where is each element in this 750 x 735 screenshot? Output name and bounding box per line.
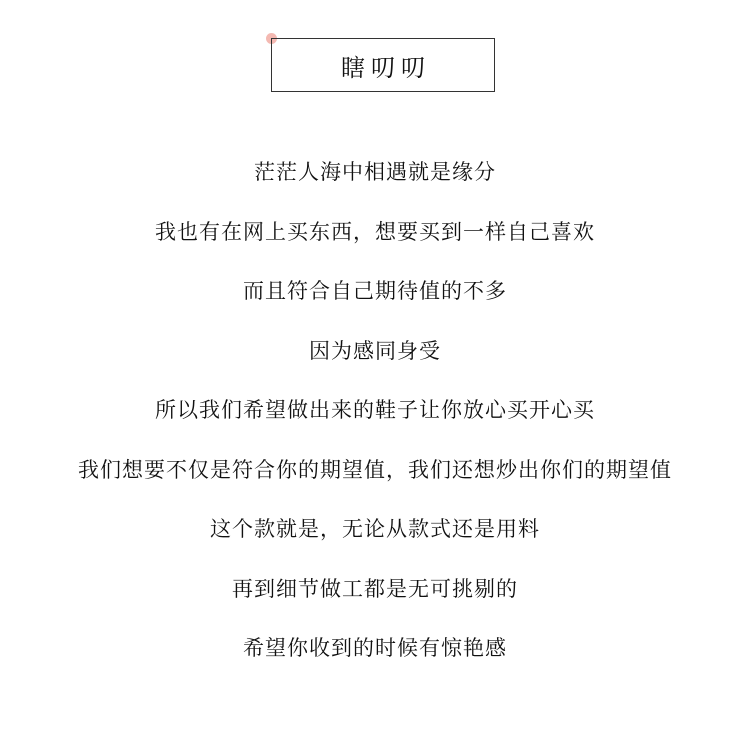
text-line-8: 再到细节做工都是无可挑剔的 — [232, 576, 518, 601]
text-line-6: 我们想要不仅是符合你的期望值，我们还想炒出你们的期望值 — [78, 457, 672, 482]
text-line-3: 而且符合自己期待值的不多 — [243, 279, 507, 303]
text-line-7: 这个款就是，无论从款式还是用料 — [210, 517, 540, 541]
text-line-9: 希望你收到的时候有惊艳感 — [243, 636, 507, 660]
title-box — [271, 38, 495, 92]
text-block — [0, 150, 750, 686]
text-line-2: 我也有在网上买东西，想要买到一样自己喜欢 — [155, 219, 595, 244]
text-line-4: 因为感同身受 — [309, 338, 441, 363]
text-line-1: 茫茫人海中相遇就是缘分 — [254, 160, 496, 184]
text-line-5: 所以我们希望做出来的鞋子让你放心买开心买 — [155, 398, 595, 422]
page-title: 瞎叨叨 — [341, 53, 431, 82]
